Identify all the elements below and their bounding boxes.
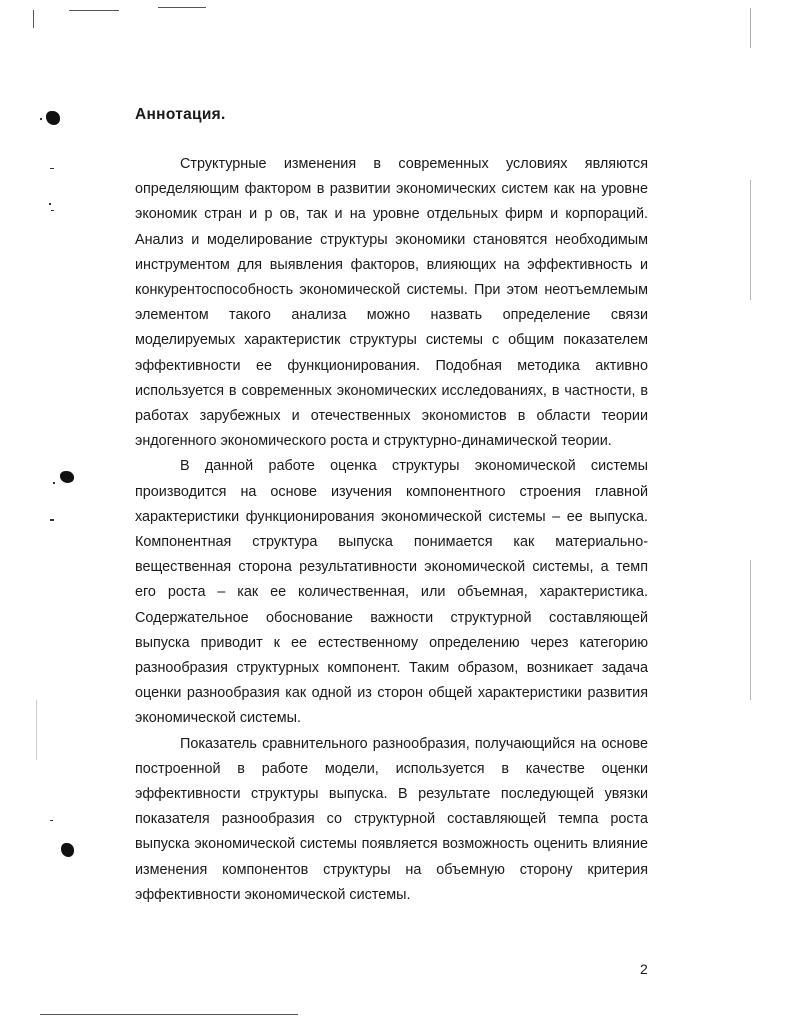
scan-artifact-right-edge	[750, 8, 751, 48]
scan-dot	[49, 203, 51, 205]
scan-dot	[50, 168, 54, 169]
paragraph-1: Структурные изменения в современных условиях являются определяющим фактором в развитии экономических систем как на уровне экономик стран и р ов, так и на уровне отдельных фирм и корпораций. Анализ и моделирование структуры экономики становятся необходимым инструментом для выявления факторов, влияющих на эффективность и конкурентоспособность экономической системы. При этом неотъемлемым элементом такого анализа можно назвать определение связи моделируемых характеристик структуры системы с общим показателем эффективности ее функционирования. Подобная методика активно используется в современных экономических исследованиях, в частности, в работах зарубежных и отечественных экономистов в области теории эндогенного экономического роста и структурно-динамической теории.	[135, 156, 648, 450]
scan-dot	[40, 118, 42, 120]
scan-dot	[51, 210, 54, 211]
page-number: 2	[640, 961, 648, 977]
paragraph-3: Показатель сравнительного разнообразия, получающийся на основе построенной в работе модели, используется в качестве оценки эффективности структуры выпуска. В результате последующей увязки показателя разнообразия со структурной составляющей темпа роста выпуска экономической системы появляется возможность оценить влияние изменения компонентов структуры на объемную сторону критерия эффективности экономической системы.	[135, 735, 648, 903]
scan-artifact-top-left-line	[69, 10, 119, 11]
scan-artifact-bottom-line	[40, 1014, 298, 1015]
punch-hole-mark-2	[60, 471, 74, 483]
scan-artifact-right-edge-2	[750, 180, 751, 300]
scan-dot	[50, 519, 54, 521]
scan-artifact-left-edge	[33, 10, 34, 28]
scan-artifact-left-margin-line	[36, 700, 37, 760]
punch-hole-mark-3	[61, 843, 74, 857]
scan-artifact-top-line	[158, 7, 206, 8]
scan-dot	[50, 820, 53, 821]
scan-dot	[53, 482, 55, 484]
annotation-heading: Аннотация.	[135, 106, 226, 123]
scan-artifact-right-edge-3	[750, 560, 751, 700]
punch-hole-mark-1	[46, 111, 60, 125]
annotation-body	[135, 152, 648, 908]
paragraph-2: В данной работе оценка структуры экономической системы производится на основе изучения компонентного строения главной характеристики функционирования экономической системы – ее выпуска. Компонентная структура выпуска понимается как материально-вещественная сторона результативности экономической системы, а темп его роста – как ее количественная, или объемная, характеристика. Содержательное обоснование важности структурной составляющей выпуска приводит к ее естественному определению через категорию разнообразия структурных компонент. Таким образом, возникает задача оценки разнообразия как одной из сторон общей характеристики развития экономической системы.	[135, 458, 648, 727]
